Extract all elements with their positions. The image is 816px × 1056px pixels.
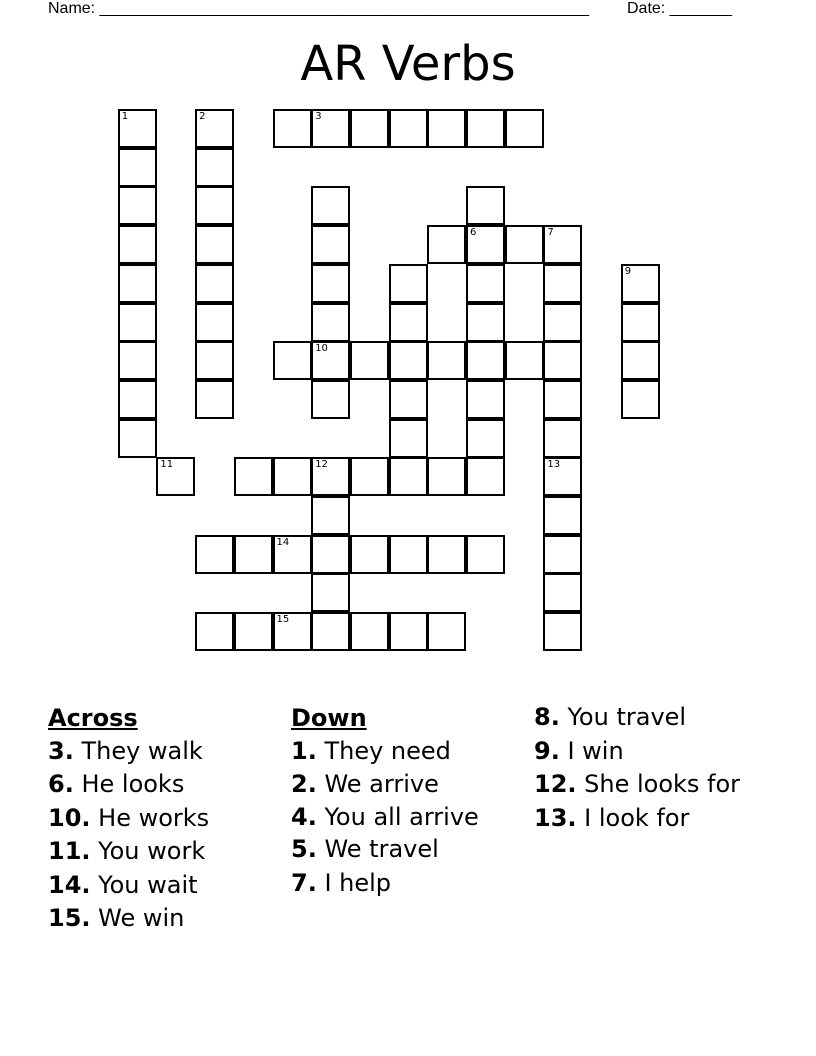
grid-cell xyxy=(273,612,312,651)
grid-cell xyxy=(311,109,350,148)
grid-cell xyxy=(389,303,428,342)
clue-number: 12 xyxy=(315,459,328,471)
grid-cell xyxy=(350,535,389,574)
across-clue: 6. He looks xyxy=(48,770,185,798)
clue-number: 2 xyxy=(199,111,206,122)
grid-cell xyxy=(543,573,582,612)
grid-cell xyxy=(311,341,350,380)
grid-cell xyxy=(118,380,157,419)
grid-cell xyxy=(389,341,428,380)
grid-cell xyxy=(427,225,466,264)
across-clue: 14. You wait xyxy=(48,870,198,899)
grid-cell xyxy=(273,109,312,148)
grid-cell xyxy=(118,303,157,342)
grid-cell xyxy=(311,380,350,419)
down-clue: 4. You all arrive xyxy=(291,802,479,831)
across-clue: 11. You work xyxy=(48,837,206,865)
across-clue: 3. They walk xyxy=(48,736,203,765)
down-clues-continued xyxy=(534,702,774,836)
grid-cell xyxy=(195,303,234,342)
grid-cell xyxy=(466,264,505,303)
grid-cell xyxy=(234,457,273,496)
grid-cell xyxy=(118,186,157,225)
grid-cell xyxy=(543,419,582,458)
grid-cell xyxy=(311,612,350,651)
grid-cell xyxy=(621,264,660,303)
grid-cell xyxy=(311,264,350,303)
grid-cell xyxy=(389,457,428,496)
grid-cell xyxy=(466,535,505,574)
grid-cell xyxy=(350,612,389,651)
grid-cell xyxy=(543,612,582,651)
grid-cell xyxy=(466,457,505,496)
grid-cell xyxy=(350,109,389,148)
grid-cell xyxy=(427,341,466,380)
grid-cell xyxy=(311,573,350,612)
grid-cell xyxy=(543,380,582,419)
grid-cell xyxy=(350,457,389,496)
grid-cell xyxy=(389,264,428,303)
clue-number: 6 xyxy=(470,227,477,239)
across-heading: Across xyxy=(48,704,138,732)
grid-cell xyxy=(621,303,660,342)
grid-cell xyxy=(273,457,312,496)
grid-cell xyxy=(118,341,157,380)
across-clue: 10. He works xyxy=(48,803,210,832)
grid-cell xyxy=(273,341,312,380)
grid-cell xyxy=(156,457,195,496)
date-line: Date: _______ xyxy=(627,0,732,17)
grid-cell xyxy=(543,341,582,380)
grid-cell xyxy=(466,109,505,148)
grid-cell xyxy=(389,535,428,574)
grid-cell xyxy=(195,109,234,148)
clue-number: 7 xyxy=(547,227,554,239)
grid-cell xyxy=(389,419,428,458)
down-clue: 2. We arrive xyxy=(291,770,439,798)
down-clue: 8. You travel xyxy=(534,703,687,731)
grid-cell xyxy=(195,341,234,380)
clue-number: 3 xyxy=(315,111,322,122)
down-clue: 13. I look for xyxy=(534,803,690,832)
grid-cell xyxy=(543,535,582,574)
clue-number: 14 xyxy=(276,536,290,548)
grid-cell xyxy=(311,225,350,264)
grid-cell xyxy=(389,612,428,651)
down-clues xyxy=(291,702,491,901)
grid-cell xyxy=(195,148,234,187)
grid-cell xyxy=(195,535,234,574)
grid-cell xyxy=(195,264,234,303)
grid-cell xyxy=(505,341,544,380)
grid-cell xyxy=(427,535,466,574)
grid-cell xyxy=(543,457,582,496)
grid-cell xyxy=(427,109,466,148)
grid-cell xyxy=(543,496,582,535)
down-clue: 5. We travel xyxy=(291,835,439,863)
grid-cell xyxy=(118,264,157,303)
grid-cell xyxy=(543,264,582,303)
down-clue: 12. She looks for xyxy=(534,770,741,798)
grid-cell xyxy=(118,109,157,148)
grid-cell xyxy=(466,303,505,342)
clue-number: 13 xyxy=(547,459,561,471)
grid-cell xyxy=(118,419,157,458)
down-clue: 9. I win xyxy=(534,736,624,765)
grid-cell xyxy=(195,186,234,225)
grid-cell xyxy=(427,457,466,496)
grid-cell xyxy=(195,380,234,419)
clue-number: 11 xyxy=(160,459,174,471)
grid-cell xyxy=(234,612,273,651)
grid-cell xyxy=(311,186,350,225)
grid-cell xyxy=(195,225,234,264)
grid-cell xyxy=(195,612,234,651)
clue-number: 1 xyxy=(121,111,129,122)
grid-cell xyxy=(389,109,428,148)
grid-cell xyxy=(389,380,428,419)
grid-cell xyxy=(311,457,350,496)
grid-cell xyxy=(543,303,582,342)
grid-cell xyxy=(466,380,505,419)
grid-cell xyxy=(621,380,660,419)
grid-cell xyxy=(543,225,582,264)
grid-cell xyxy=(466,341,505,380)
page-title: AR Verbs xyxy=(300,36,516,92)
down-heading: Down xyxy=(291,704,367,732)
across-clues xyxy=(48,702,278,937)
down-clue: 7. I help xyxy=(291,868,392,897)
grid-cell xyxy=(466,419,505,458)
grid-cell xyxy=(311,535,350,574)
name-line: Name: _______________________________________________________ xyxy=(48,0,589,17)
grid-cell xyxy=(427,612,466,651)
across-clue: 15. We win xyxy=(48,904,185,932)
clue-number: 9 xyxy=(624,265,632,277)
grid-cell xyxy=(311,303,350,342)
grid-cell xyxy=(350,341,389,380)
grid-cell xyxy=(118,225,157,264)
grid-cell xyxy=(234,535,273,574)
grid-cell xyxy=(621,341,660,380)
grid-cell xyxy=(466,186,505,225)
clue-number: 15 xyxy=(276,614,290,626)
grid-cell xyxy=(118,148,157,187)
grid-cell xyxy=(311,496,350,535)
clue-number: 10 xyxy=(315,343,328,355)
grid-cell xyxy=(505,225,544,264)
down-clue: 1. They need xyxy=(291,736,451,765)
grid-cell xyxy=(466,225,505,264)
grid-cell xyxy=(505,109,544,148)
grid-cell xyxy=(273,535,312,574)
